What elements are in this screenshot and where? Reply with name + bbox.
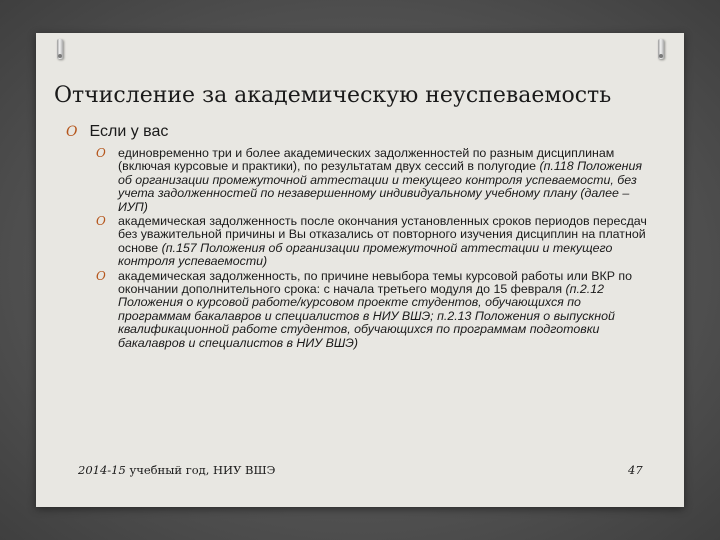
bullet-o-icon: O <box>96 214 106 229</box>
bullet-level1 <box>66 123 168 141</box>
bullet-o-icon: O <box>66 124 78 140</box>
bullet-o-icon: O <box>96 268 106 283</box>
slide-page-number: 47 <box>628 463 643 477</box>
pushpin-left-icon <box>52 39 68 61</box>
list-item-text: единовременно три и более академических задолженностей по разным дисциплинам (включая курсовые и практики), по результатам двух сессий в полугодие <box>118 146 615 174</box>
list-item <box>96 215 656 269</box>
list-item-text: академическая задолженность, по причине невыбора темы курсовой работы или ВКР по окончании дополнительного срока: с начала третьего модуля до 15 февраля <box>118 268 633 297</box>
list-item-reference: (п.2.12 Положения о курсовой работе/курсовом проекте студентов, обучающихся по программам бакалавров и специалистов в НИУ ВШЭ; п.2.13 Положения о выпускной квалификационной работе студентов, обучающихся по программам подготовки бакалавров и специалистов в НИУ ВШЭ) <box>118 282 615 350</box>
slide-title: Отчисление за академическую неуспеваемость <box>54 83 612 108</box>
bullet-level1-text: Если у вас <box>89 123 169 140</box>
slide-card <box>36 33 684 507</box>
list-item <box>96 270 656 350</box>
pushpin-right-icon <box>653 39 669 61</box>
footer-year: 2014-15 <box>78 463 126 477</box>
footer-text: учебный год, НИУ ВШЭ <box>125 463 276 477</box>
list-item <box>96 147 656 214</box>
list-item-text: академическая задолженность после окончания установленных сроков периодов пересдач без уважительной причины и Вы отказались от повторного изучения дисциплин на платной основе <box>118 214 647 255</box>
bullet-o-icon: O <box>96 146 106 160</box>
list-item-reference: (п.118 Положения об организации промежуточной аттестации и текущего контроля успеваемости, без учета задолженностей по незавершенному индивидуальному учебному плану (далее – ИУП) <box>118 159 643 214</box>
list-item-reference: (п.157 Положения об организации промежуточной аттестации и текущего контроля успеваемости) <box>118 240 613 269</box>
slide-footer <box>78 463 275 477</box>
bullet-list <box>96 147 656 350</box>
